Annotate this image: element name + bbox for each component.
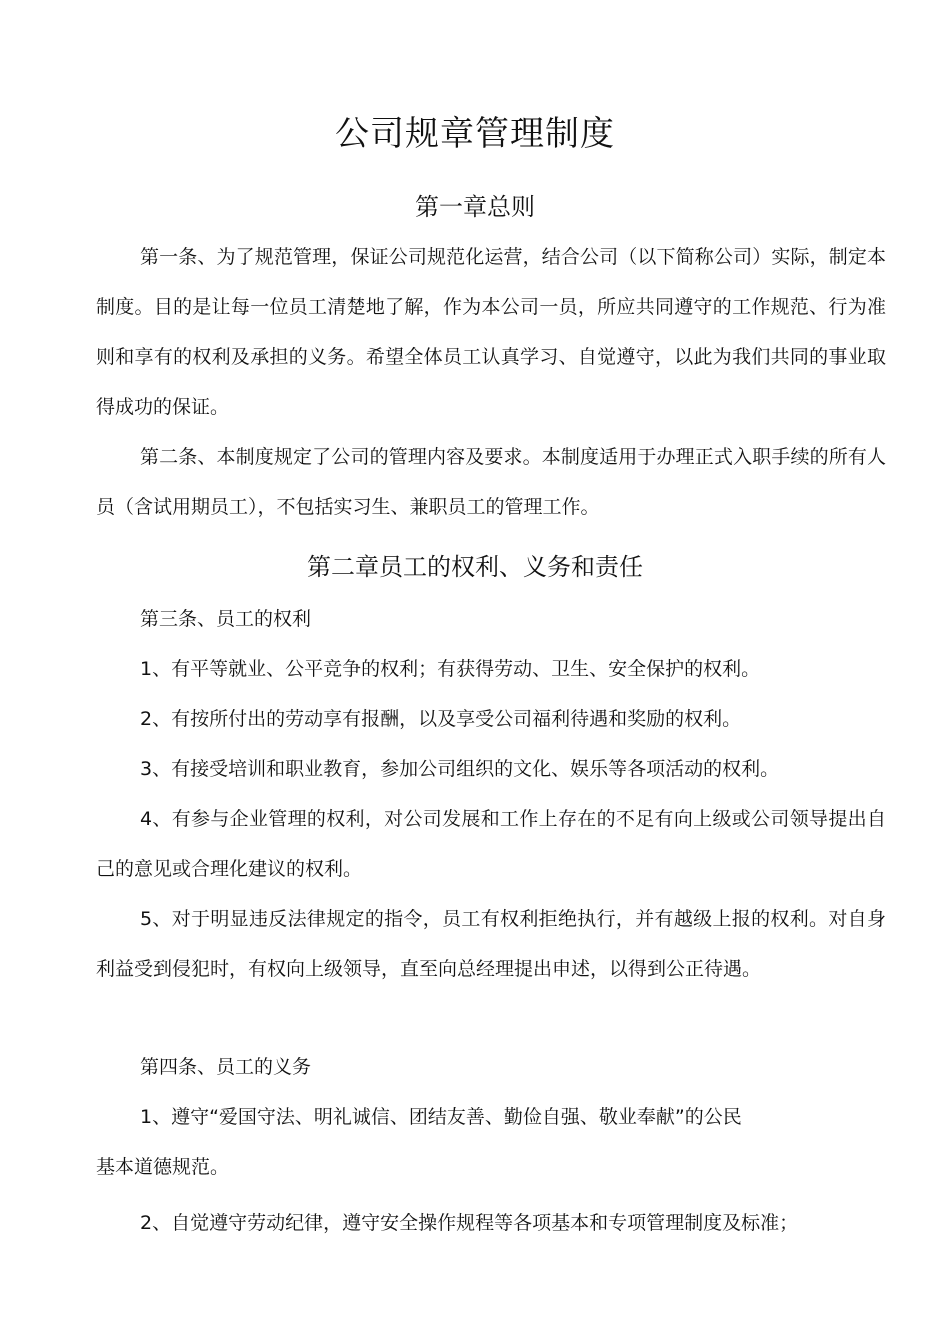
rights-item-1: 1、有平等就业、公平竞争的权利；有获得劳动、卫生、安全保护的权利。 bbox=[140, 658, 761, 680]
duties-item-1-line-1: 1、遵守“爱国守法、明礼诚信、团结友善、勤俭自强、敬业奉献”的公民 bbox=[140, 1106, 742, 1128]
rights-item-5: 5、对于明显违反法律规定的指令，员工有权利拒绝执行，并有越级上报的权利。对自身利益受到侵犯时，有权向上级领导，直至向总经理提出申述，以得到公正待遇。 bbox=[96, 908, 886, 980]
rights-item-3: 3、有接受培训和职业教育，参加公司组织的文化、娱乐等各项活动的权利。 bbox=[140, 758, 780, 780]
rights-item-4: 4、有参与企业管理的权利，对公司发展和工作上存在的不足有向上级或公司领导提出自己的意见或合理化建议的权利。 bbox=[96, 808, 886, 880]
article-3-heading: 第三条、员工的权利 bbox=[140, 608, 312, 630]
rights-item-2: 2、有按所付出的劳动享有报酬，以及享受公司福利待遇和奖励的权利。 bbox=[140, 708, 742, 730]
chapter-1-heading: 第一章总则 bbox=[415, 193, 535, 221]
duties-item-2: 2、自觉遵守劳动纪律，遵守安全操作规程等各项基本和专项管理制度及标准； bbox=[140, 1212, 799, 1234]
duties-item-1-line-2: 基本道德规范。 bbox=[96, 1156, 230, 1178]
document-title: 公司规章管理制度 bbox=[335, 114, 615, 154]
article-1-paragraph: 第一条、为了规范管理，保证公司规范化运营，结合公司（以下简称公司）实际，制定本制度。目的是让每一位员工清楚地了解，作为本公司一员，所应共同遵守的工作规范、行为准则和享有的权利及承担的义务。希望全体员工认真学习、自觉遵守，以此为我们共同的事业取得成功的保证。 bbox=[96, 246, 886, 418]
chapter-2-heading: 第二章员工的权利、义务和责任 bbox=[307, 553, 643, 581]
article-4-heading: 第四条、员工的义务 bbox=[140, 1056, 312, 1078]
article-2-paragraph: 第二条、本制度规定了公司的管理内容及要求。本制度适用于办理正式入职手续的所有人员（含试用期员工），不包括实习生、兼职员工的管理工作。 bbox=[96, 446, 886, 518]
